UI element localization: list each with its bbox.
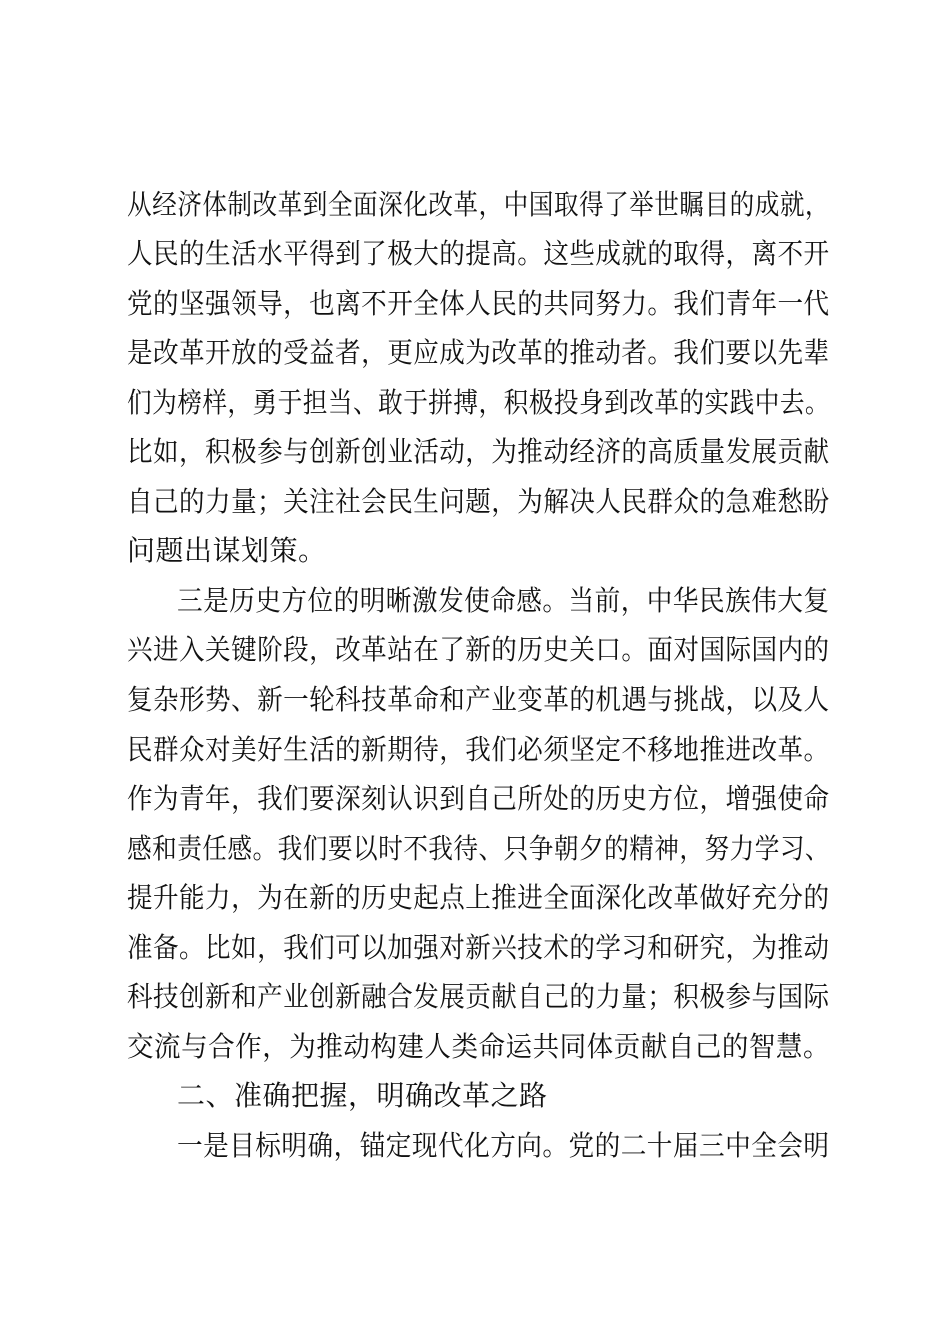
paragraph-line: 复杂形势、新一轮科技革命和产业变革的机遇与挑战，以及人 — [127, 683, 830, 716]
paragraph-line: 交流与合作，为推动构建人类命运共同体贡献自己的智慧。 — [127, 1030, 831, 1063]
paragraph-line: 准备。比如，我们可以加强对新兴技术的学习和研究，为推动 — [127, 931, 830, 964]
paragraph-line: 是改革开放的受益者，更应成为改革的推动者。我们要以先辈 — [127, 336, 830, 369]
section-heading: 二、准确把握，明确改革之路 — [177, 1079, 548, 1112]
paragraph-line: 们为榜样，勇于担当、敢于拼搏，积极投身到改革的实践中去。 — [127, 386, 831, 419]
paragraph-line: 兴进入关键阶段，改革站在了新的历史关口。面对国际国内的 — [127, 633, 830, 666]
paragraph-line: 问题出谋划策。 — [127, 534, 327, 567]
paragraph-line: 感和责任感。我们要以时不我待、只争朝夕的精神，努力学习、 — [127, 832, 831, 865]
paragraph-line: 自己的力量；关注社会民生问题，为解决人民群众的急难愁盼 — [127, 485, 830, 518]
paragraph-line: 比如，积极参与创新创业活动，为推动经济的高质量发展贡献 — [127, 435, 830, 468]
paragraph-line: 从经济体制改革到全面深化改革，中国取得了举世瞩目的成就， — [127, 188, 831, 221]
paragraph-line: 党的坚强领导，也离不开全体人民的共同努力。我们青年一代 — [127, 287, 830, 320]
paragraph-line: 提升能力，为在新的历史起点上推进全面深化改革做好充分的 — [127, 881, 830, 914]
paragraph-line: 作为青年，我们要深刻认识到自己所处的历史方位，增强使命 — [127, 782, 830, 815]
paragraph-line: 一是目标明确，锚定现代化方向。党的二十届三中全会明 — [177, 1129, 830, 1162]
paragraph-line: 民群众对美好生活的新期待，我们必须坚定不移地推进改革。 — [127, 733, 830, 766]
paragraph-line: 三是历史方位的明晰激发使命感。当前，中华民族伟大复 — [177, 584, 830, 617]
paragraph-line: 科技创新和产业创新融合发展贡献自己的力量；积极参与国际 — [127, 980, 830, 1013]
paragraph-line: 人民的生活水平得到了极大的提高。这些成就的取得，离不开 — [127, 237, 830, 270]
